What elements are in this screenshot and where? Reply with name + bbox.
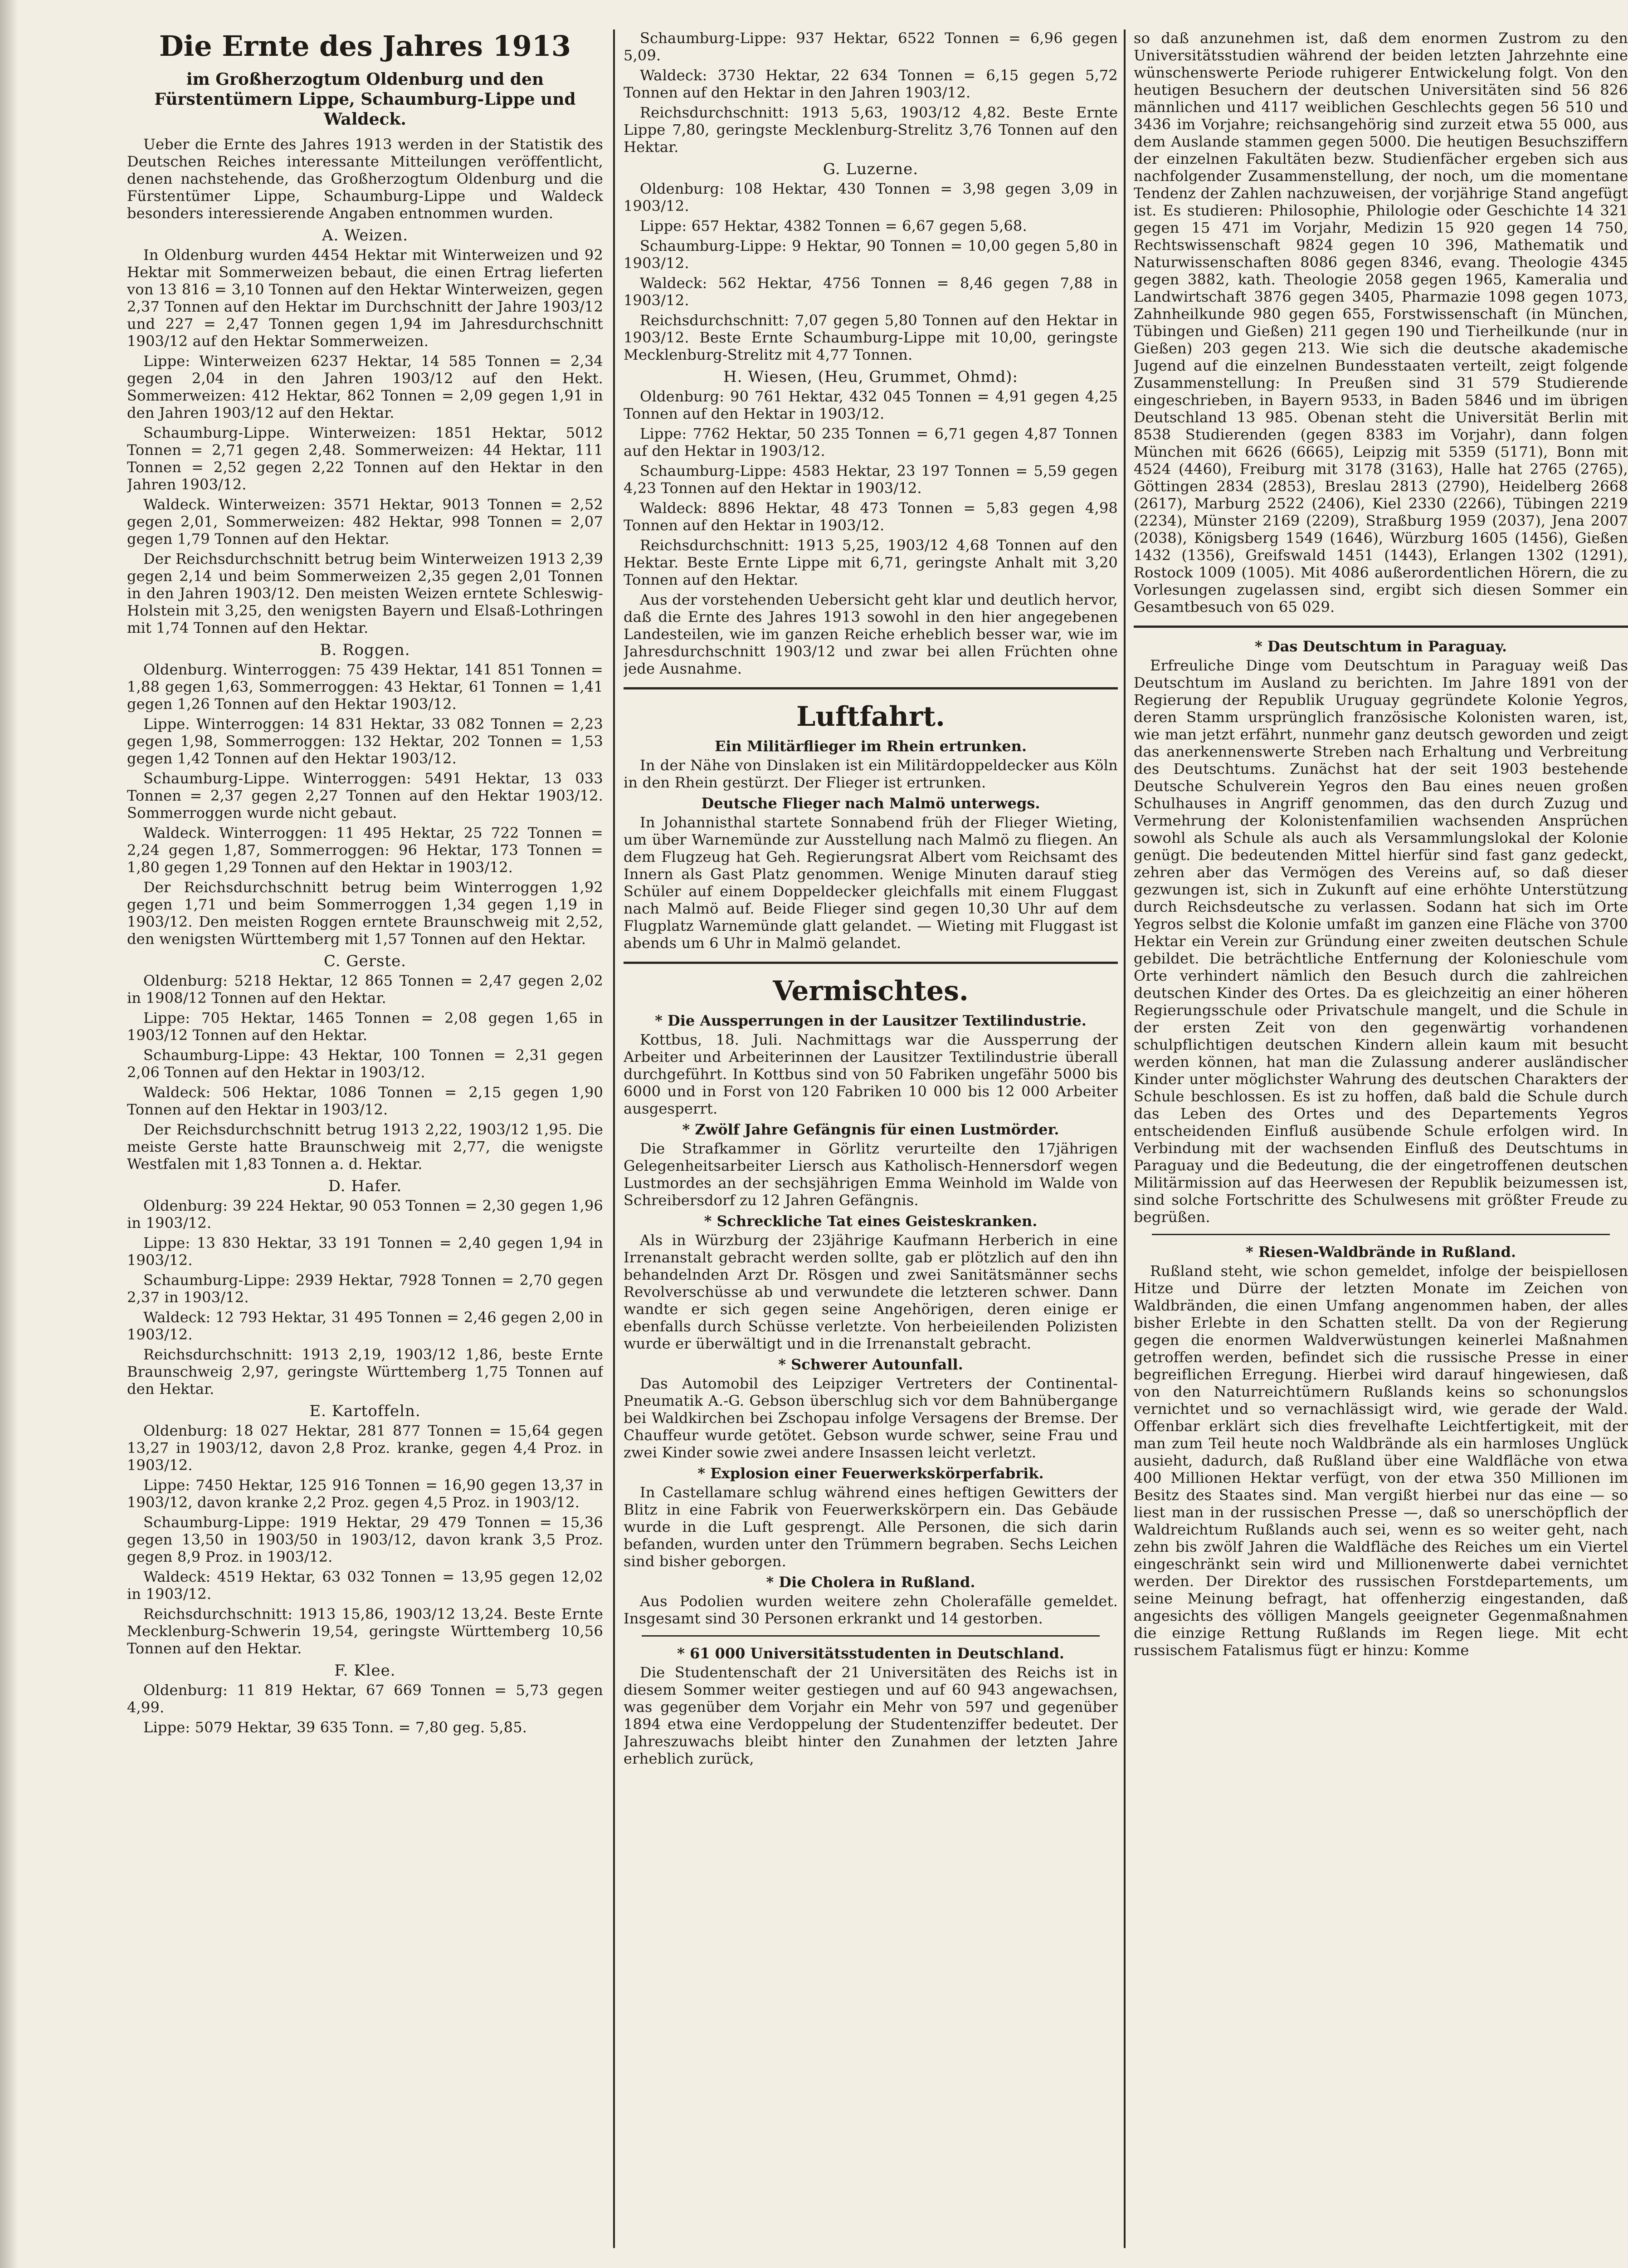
- paragraph: Waldeck: 12 793 Hektar, 31 495 Tonnen = 2,46 gegen 2,00 in 1903/12.: [127, 1309, 603, 1343]
- news-headline: * Die Cholera in Rußland.: [766, 1574, 975, 1591]
- paragraph: Waldeck: 4519 Hektar, 63 032 Tonnen = 13,95 gegen 12,02 in 1903/12.: [127, 1568, 603, 1603]
- paragraph: Als in Würzburg der 23jährige Kaufmann Herberich in eine Irrenanstalt gebracht werden sollte, gab er plötzlich auf den ihn behandelnden Arzt Dr. Rösgen und zwei Sanitätsmänner sechs Revolverschüsse ab und verwundete die letzteren schwer. Dann wandte er sich gegen seine Angehörigen, deren einige er ebenfalls durch Schüsse verletzte. Von herbeieilenden Polizisten wurde er überwältigt und in die Irrenanstalt gebracht.: [624, 1232, 1118, 1352]
- section-heading: E. Kartoffeln.: [309, 1402, 421, 1420]
- section-rule: [1134, 626, 1628, 628]
- paragraph: In Johannisthal startete Sonnabend früh der Flieger Wieting, um über Warnemünde zur Ausstellung nach Malmö zu fliegen. An dem Flugzeug hat Geh. Regierungsrat Albert vom Reichsamt des Innern als Gast Platz genommen. Wenige Minuten darauf stieg Schüler auf einem Doppeldecker gleichfalls mit einem Fluggast nach Malmö auf. Beide Flieger sind gegen 10,30 Uhr auf dem Flugplatz Warnemünde glatt gelandet. — Wieting mit Fluggast ist abends um 6 Uhr in Malmö gelandet.: [624, 814, 1118, 952]
- section-heading: D. Hafer.: [328, 1177, 402, 1195]
- section-rule: [624, 962, 1118, 964]
- paragraph: Reichsdurchschnitt: 1913 5,25, 1903/12 4,68 Tonnen auf den Hektar. Beste Ernte Lippe mit 6,71, geringste Anhalt mit 3,20 Tonnen auf den Hektar.: [624, 537, 1118, 588]
- paragraph: Oldenburg: 11 819 Hektar, 67 669 Tonnen = 5,73 gegen 4,99.: [127, 1681, 603, 1716]
- section-heading: H. Wiesen, (Heu, Grummet, Ohmd):: [723, 368, 1018, 386]
- paragraph: Reichsdurchschnitt: 1913 5,63, 1903/12 4,82. Beste Ernte Lippe 7,80, geringste Mecklenburg-Strelitz 3,76 Tonnen auf den Hektar.: [624, 104, 1118, 156]
- paragraph: Oldenburg: 39 224 Hektar, 90 053 Tonnen = 2,30 gegen 1,96 in 1903/12.: [127, 1197, 603, 1232]
- column-2: [624, 29, 1118, 2268]
- paragraph: Schaumburg-Lippe. Winterweizen: 1851 Hektar, 5012 Tonnen = 2,71 gegen 2,48. Sommerweizen: 44 Hektar, 111 Tonnen = 2,52 gegen 2,22 Tonnen auf den Hektar in den Jahren 1903/12.: [127, 424, 603, 493]
- article-subtitle: im Großherzogtum Oldenburg und den Fürstentümern Lippe, Schaumburg-Lippe und Waldeck.: [154, 70, 576, 129]
- section-heading: B. Roggen.: [320, 641, 410, 659]
- news-headline: * Schreckliche Tat eines Geisteskranken.: [704, 1212, 1038, 1230]
- column-3: [1134, 29, 1628, 2268]
- paragraph: Lippe: 705 Hektar, 1465 Tonnen = 2,08 gegen 1,65 in 1903/12 Tonnen auf den Hektar.: [127, 1009, 603, 1044]
- article-title: Die Ernte des Jahres 1913: [159, 29, 571, 63]
- paragraph: Der Reichsdurchschnitt betrug 1913 2,22, 1903/12 1,95. Die meiste Gerste hatte Braunschweig mit 2,77, die wenigste Westfalen mit 1,83 Tonnen a. d. Hektar.: [127, 1121, 603, 1173]
- paragraph: Waldeck: 3730 Hektar, 22 634 Tonnen = 6,15 gegen 5,72 Tonnen auf den Hektar in den Jahren 1903/12.: [624, 67, 1118, 101]
- paragraph: Der Reichsdurchschnitt betrug beim Winterroggen 1,92 gegen 1,71 und beim Sommerroggen 1,34 gegen 1,19 in 1903/12. Den meisten Roggen erntete Braunschweig mit 2,52, den wenigsten Württemberg mit 1,57 Tonnen auf den Hektar.: [127, 879, 603, 948]
- paragraph: Oldenburg: 90 761 Hektar, 432 045 Tonnen = 4,91 gegen 4,25 Tonnen auf den Hektar in 1903/12.: [624, 388, 1118, 422]
- paragraph: Erfreuliche Dinge vom Deutschtum in Paraguay weiß Das Deutschtum im Ausland zu berichten. Im Jahre 1891 von der Regierung der Republik Uruguay gegründete Kolonie Yegros, deren Stamm ursprünglich französische Kolonisten waren, ist, wie man jetzt erfährt, nunmehr ganz deutsch geworden und zeigt das anerkennenswerte Streben nach Erhaltung und Verbreitung des Deutschtums. Zunächst hat der seit 1903 bestehende Deutsche Schulverein Yegros den Bau eines neuen großen Schulhauses in Angriff genommen, das den durch Zuzug und Vermehrung der Kolonistenfamilien wachsenden Ansprüchen sowohl als Schule als auch als Versammlungslokal der Kolonie genügt. Die bedeutenden Mittel hierfür sind fast ganz gedeckt, zehren aber das Vermögen des Vereins auf, so daß dieser gezwungen ist, sich in Zukunft auf eine erhöhte Unterstützung durch Reichsdeutsche zu verlassen. Sodann hat sich im Orte Yegros selbst die Kolonie umfaßt im ganzen eine Fläche von 3700 Hektar ein Verein zur Gründung einer zweiten deutschen Schule gebildet. Die beträchtliche Entfernung der Kolonieschule vom Orte verhindert nämlich den Besuch durch die zahlreichen deutschen Kinder des Ortes. Da es gleichzeitig an einer höheren Regierungsschule oder Privatschule mangelt, und die Schule in der ersten Zeit von den gegenwärtig vorhandenen schulpflichtigen deutschen Kindern allein kaum mit besucht werden können, hat man die Zulassung anderer ausländischer Kinder unter möglichster Wahrung des deutschen Charakters der Schule beschlossen. Es ist zu hoffen, daß bald die Schule durch das Leben des Ortes und des Departements Yegros entscheidenden Einfluß ausübende Schule erfolgen wird. In Verbindung mit der wachsenden Einfluß des Deutschtums in Paraguay und die Bedeutung, die der eingetroffenen deutschen Militärmission auf das Heerwesen der Republik beizumessen ist, sind solche Fortschritte des Schulwesens mit größter Freude zu begrüßen.: [1134, 657, 1628, 1226]
- paragraph: Reichsdurchschnitt: 1913 15,86, 1903/12 13,24. Beste Ernte Mecklenburg-Schwerin 19,54, geringste Württemberg 10,56 Tonnen auf den Hektar.: [127, 1605, 603, 1657]
- news-headline: * 61 000 Universitätsstudenten in Deutschland.: [677, 1645, 1064, 1662]
- news-headline: * Riesen-Waldbrände in Rußland.: [1245, 1243, 1516, 1261]
- news-headline: * Das Deutschtum in Paraguay.: [1254, 638, 1507, 655]
- page-edge-shadow: [0, 0, 18, 2268]
- paragraph: In Castellamare schlug während eines heftigen Gewitters der Blitz in eine Fabrik von Feuerwerkskörpern ein. Das Gebäude wurde in die Luft gesprengt. Alle Personen, die sich darin befanden, wurden unter den Trümmern begraben. Sechs Leichen sind bisher geborgen.: [624, 1484, 1118, 1570]
- column-rule-2: [1124, 29, 1126, 2248]
- paragraph: Die Strafkammer in Görlitz verurteilte den 17jährigen Gelegenheitsarbeiter Liersch aus Katholisch-Hennersdorf wegen Lustmordes an der sechsjährigen Emma Weinhold im Walde von Schreibersdorf zu 12 Jahren Gefängnis.: [624, 1140, 1118, 1209]
- section-heading: F. Klee.: [334, 1662, 396, 1680]
- paragraph: Oldenburg. Winterroggen: 75 439 Hektar, 141 851 Tonnen = 1,88 gegen 1,63, Sommerroggen: 43 Hektar, 61 Tonnen = 1,41 gegen 1,26 Tonnen auf den Hektar 1903/12.: [127, 661, 603, 713]
- paragraph: Schaumburg-Lippe: 1919 Hektar, 29 479 Tonnen = 15,36 gegen 13,50 in 1903/50 in 1903/12, davon krank 3,5 Proz. gegen 8,9 Proz. in 1903/12.: [127, 1514, 603, 1565]
- paragraph: Aus Podolien wurden weitere zehn Cholerafälle gemeldet. Insgesamt sind 30 Personen erkrankt und 14 gestorben.: [624, 1593, 1118, 1627]
- paragraph: Schaumburg-Lippe: 4583 Hektar, 23 197 Tonnen = 5,59 gegen 4,23 Tonnen auf den Hektar in 1903/12.: [624, 462, 1118, 497]
- paragraph: Kottbus, 18. Juli. Nachmittags war die Aussperrung der Arbeiter und Arbeiterinnen der Lausitzer Textilindustrie überall durchgeführt. In Kottbus sind von 50 Fabriken ungefähr 5000 bis 6000 und in Forst von 120 Fabriken 10 000 bis 12 000 Arbeiter ausgesperrt.: [624, 1031, 1118, 1117]
- paragraph: Die Studentenschaft der 21 Universitäten des Reichs ist in diesem Sommer weiter gestiegen und auf 60 943 angewachsen, was gegenüber dem Vorjahr ein Mehr von 597 und gegenüber 1894 etwa eine Verdoppelung der Studentenziffer bedeutet. Der Jahreszuwachs bleibt hinter den Zunahmen der letzten Jahre erheblich zurück,: [624, 1664, 1118, 1767]
- paragraph: Der Reichsdurchschnitt betrug beim Winterweizen 1913 2,39 gegen 2,14 und beim Sommerweizen 2,35 gegen 2,01 Tonnen in den Jahren 1903/12. Den meisten Weizen erntete Schleswig-Holstein mit 3,25, den wenigsten Bayern und Elsaß-Lothringen mit 1,74 Tonnen auf den Hektar.: [127, 550, 603, 636]
- news-headline: * Explosion einer Feuerwerkskörperfabrik.: [697, 1465, 1044, 1482]
- paragraph: Waldeck: 506 Hektar, 1086 Tonnen = 2,15 gegen 1,90 Tonnen auf den Hektar in 1903/12.: [127, 1084, 603, 1118]
- paragraph: In Oldenburg wurden 4454 Hektar mit Winterweizen und 92 Hektar mit Sommerweizen bebaut, die einen Ertrag lieferten von 13 816 = 3,10 Tonnen auf den Hektar Winterweizen, gegen 2,37 Tonnen auf den Hektar im Durchschnitt der Jahre 1903/12 und 227 = 2,47 Tonnen gegen 1,94 im Jahresdurchschnitt 1903/12 auf den Hektar Sommerweizen.: [127, 246, 603, 350]
- paragraph: Lippe: Winterweizen 6237 Hektar, 14 585 Tonnen = 2,34 gegen 2,04 in den Jahren 1903/12 auf den Hekt. Sommerweizen: 412 Hektar, 862 Tonnen = 2,09 gegen 1,91 in den Jahren 1903/12 auf den Hektar.: [127, 352, 603, 421]
- paragraph: Lippe: 5079 Hektar, 39 635 Tonn. = 7,80 geg. 5,85.: [143, 1719, 527, 1736]
- paragraph: Waldeck. Winterweizen: 3571 Hektar, 9013 Tonnen = 2,52 gegen 2,01, Sommerweizen: 482 Hektar, 998 Tonnen = 2,07 gegen 1,79 Tonnen auf den Hektar.: [127, 496, 603, 547]
- paragraph: Lippe: 13 830 Hektar, 33 191 Tonnen = 2,40 gegen 1,94 in 1903/12.: [127, 1234, 603, 1269]
- paragraph: Reichsdurchschnitt: 1913 2,19, 1903/12 1,86, beste Ernte Braunschweig 2,97, geringste Württemberg 1,75 Tonnen auf den Hektar.: [127, 1346, 603, 1398]
- paragraph: Lippe: 7450 Hektar, 125 916 Tonnen = 16,90 gegen 13,37 in 1903/12, davon kranke 2,2 Proz. gegen 4,5 Proz. in 1903/12.: [127, 1476, 603, 1511]
- paragraph: Aus der vorstehenden Uebersicht geht klar und deutlich hervor, daß die Ernte des Jahres 1913 sowohl in den hier angegebenen Landesteilen, wie im ganzen Reiche erheblich besser war, wie im Jahresdurchschnitt 1903/12 und zwar bei allen Früchten ohne jede Ausnahme.: [624, 591, 1118, 677]
- section-heading: A. Weizen.: [322, 226, 409, 244]
- paragraph: Waldeck: 8896 Hektar, 48 473 Tonnen = 5,83 gegen 4,98 Tonnen auf den Hektar in 1903/12.: [624, 499, 1118, 534]
- rubric-heading: Luftfahrt.: [796, 701, 945, 733]
- item-rule: [642, 1635, 1100, 1637]
- news-headline: Deutsche Flieger nach Malmö unterwegs.: [701, 795, 1040, 812]
- news-headline: * Die Aussperrungen in der Lausitzer Textilindustrie.: [655, 1012, 1087, 1029]
- paragraph: Lippe. Winterroggen: 14 831 Hektar, 33 082 Tonnen = 2,23 gegen 1,98, Sommerroggen: 132 Hektar, 202 Tonnen = 1,53 gegen 1,42 Tonnen auf den Hektar 1903/12.: [127, 715, 603, 767]
- section-rule: [624, 687, 1118, 689]
- news-headline: * Zwölf Jahre Gefängnis für einen Lustmörder.: [682, 1121, 1059, 1138]
- paragraph: Lippe: 7762 Hektar, 50 235 Tonnen = 6,71 gegen 4,87 Tonnen auf den Hektar in 1903/12.: [624, 425, 1118, 459]
- paragraph: Lippe: 657 Hektar, 4382 Tonnen = 6,67 gegen 5,68.: [640, 217, 1027, 235]
- paragraph: In der Nähe von Dinslaken ist ein Militärdoppeldecker aus Köln in den Rhein gestürzt. Der Flieger ist ertrunken.: [624, 757, 1118, 791]
- paragraph: Oldenburg: 18 027 Hektar, 281 877 Tonnen = 15,64 gegen 13,27 in 1903/12, davon 2,8 Proz. kranke, gegen 4,4 Proz. in 1903/12.: [127, 1422, 603, 1474]
- rubric-heading: Vermischtes.: [773, 975, 969, 1007]
- paragraph: Ueber die Ernte des Jahres 1913 werden in der Statistik des Deutschen Reiches interessante Mitteilungen veröffentlicht, denen nachstehende, das Großherzogtum Oldenburg und die Fürstentümer Lippe, Schaumburg-Lippe und Waldeck besonders interessierende Angaben entnommen wurden.: [127, 136, 603, 222]
- paragraph: Schaumburg-Lippe: 9 Hektar, 90 Tonnen = 10,00 gegen 5,80 in 1903/12.: [624, 237, 1118, 272]
- paragraph: Waldeck: 562 Hektar, 4756 Tonnen = 8,46 gegen 7,88 in 1903/12.: [624, 274, 1118, 309]
- column-rule-1: [613, 29, 615, 2248]
- paragraph: Reichsdurchschnitt: 7,07 gegen 5,80 Tonnen auf den Hektar in 1903/12. Beste Ernte Schaumburg-Lippe mit 10,00, geringste Mecklenburg-Strelitz mit 4,77 Tonnen.: [624, 312, 1118, 363]
- column-1: [127, 29, 603, 2268]
- paragraph: Waldeck. Winterroggen: 11 495 Hektar, 25 722 Tonnen = 2,24 gegen 1,87, Sommerroggen: 96 Hektar, 173 Tonnen = 1,80 gegen 1,29 Tonnen auf den Hektar in 1903/12.: [127, 824, 603, 876]
- paragraph: so daß anzunehmen ist, daß dem enormen Zustrom zu den Universitätsstudien während der beiden letzten Jahrzehnte eine wünschenswerte Periode ruhigerer Entwickelung folgt. Von den heutigen Besuchern der deutschen Universitäten sind 56 826 männlichen und 4117 weiblichen Geschlechts gegen 56 510 und 3436 im Vorjahre; reichsangehörig sind zurzeit etwa 55 000, aus dem Auslande stammen gegen 5000. Die heutigen Besuchsziffern der einzelnen Fakultäten bezw. Studienfächer ergeben sich aus nachfolgender Zusammenstellung, der noch, um die momentane Tendenz der Zahlen nachzuweisen, der vorjährige Stand angefügt ist. Es studieren: Philosophie, Philologie oder Geschichte 14 321 gegen 15 471 im Vorjahr, Medizin 15 920 gegen 14 750, Rechtswissenschaft 9824 gegen 10 396, Mathematik und Naturwissenschaften 8086 gegen 8346, evang. Theologie 4345 gegen 3882, kath. Theologie 2058 gegen 1965, Kameralia und Landwirtschaft 3876 gegen 3405, Pharmazie 1098 gegen 1073, Zahnheilkunde 980 gegen 655, Forstwissenschaft (in München, Tübingen und Gießen) 211 gegen 190 und Tierheilkunde (nur in Gießen) 203 gegen 213. Wie sich die deutsche akademische Jugend auf die einzelnen Bundesstaaten verteilt, zeigt folgende Zusammenstellung: In Preußen sind 31 579 Studierende eingeschrieben, in Bayern 9533, in Baden 5846 und im übrigen Deutschland 13 985. Obenan steht die Universität Berlin mit 8538 Studierenden (gegen 8383 im Vorjahr), dann folgen München mit 6626 (6665), Leipzig mit 5359 (5171), Bonn mit 4524 (4460), Freiburg mit 3178 (3163), Halle hat 2765 (2765), Göttingen 2834 (2853), Breslau 2813 (2790), Heidelberg 2668 (2617), Marburg 2522 (2406), Kiel 2330 (2266), Tübingen 2219 (2234), Münster 2169 (2209), Straßburg 1959 (2037), Jena 2007 (2038), Königsberg 1549 (1646), Würzburg 1605 (1456), Gießen 1432 (1356), Greifswald 1451 (1443), Erlangen 1302 (1291), Rostock 1009 (1005). Mit 4086 außerordentlichen Hörern, die zu Vorlesungen zugelassen sind, ergibt sich diesen Sommer ein Gesamtbesuch von 65 029.: [1134, 29, 1628, 616]
- news-headline: Ein Militärflieger im Rhein ertrunken.: [715, 738, 1027, 755]
- paragraph: Schaumburg-Lippe. Winterroggen: 5491 Hektar, 13 033 Tonnen = 2,37 gegen 2,27 Tonnen auf den Hektar 1903/12. Sommerroggen wurde nicht gebaut.: [127, 770, 603, 821]
- paragraph: Das Automobil des Leipziger Vertreters der Continental-Pneumatik A.-G. Gebson überschlug sich vor dem Bahnübergange bei Waldkirchen bei Zschopau infolge Versagens der Bremse. Der Chauffeur wurde getötet. Gebson wurde schwer, seine Frau und zwei Kinder sowie zwei andere Insassen leicht verletzt.: [624, 1375, 1118, 1461]
- paragraph: Schaumburg-Lippe: 937 Hektar, 6522 Tonnen = 6,96 gegen 5,09.: [624, 29, 1118, 64]
- section-heading: C. Gerste.: [324, 952, 406, 970]
- paragraph: Oldenburg: 108 Hektar, 430 Tonnen = 3,98 gegen 3,09 in 1903/12.: [624, 180, 1118, 215]
- paragraph: Oldenburg: 5218 Hektar, 12 865 Tonnen = 2,47 gegen 2,02 in 1908/12 Tonnen auf den Hektar.: [127, 972, 603, 1007]
- news-headline: * Schwerer Autounfall.: [778, 1356, 963, 1373]
- paragraph: Rußland steht, wie schon gemeldet, infolge der beispiellosen Hitze und Dürre der letzten Monate im Zeichen von Waldbränden, die einen Umfang angenommen haben, der alles bisher Erlebte in den Schatten stellt. Da von der Regierung gegen die enormen Waldverwüstungen keinerlei Maßnahmen getroffen werden, befindet sich die russische Presse in einer begreiflichen Erregung. Hierbei wird darauf hingewiesen, daß von den Naturreichtümern Rußlands keins so schonungslos vernichtet und so vernachlässigt wird, wie gerade der Wald. Offenbar erklärt sich dies frevelhafte Leichtfertigkeit, mit der man zum Teil heute noch Waldbrände als ein harmloses Unglück ausieht, dadurch, daß Rußland über eine Waldfläche von etwa 400 Millionen Hektar verfügt, von der etwa 350 Millionen im Besitz des Staates sind. Man vergißt hierbei nur das eine — so liest man in der russischen Presse —, daß so unerschöpflich der Waldreichtum Rußlands auch sei, wenn es so weiter geht, nach zehn bis zwölf Jahren die Waldfläche des Reiches um ein Viertel eingeschränkt sein wird und Millionenwerte dabei vernichtet werden. Der Direktor des russischen Forstdepartements, um seine Meinung befragt, hat offenherzig eingestanden, daß angesichts des völligen Mangels geeigneter Gegenmaßnahmen die einzige Rettung Rußlands im Regen liege. Mit echt russischem Fatalismus fügt er hinzu: Komme: [1134, 1262, 1628, 1659]
- paragraph: Schaumburg-Lippe: 2939 Hektar, 7928 Tonnen = 2,70 gegen 2,37 in 1903/12.: [127, 1271, 603, 1306]
- item-rule: [1152, 1234, 1610, 1235]
- section-heading: G. Luzerne.: [823, 160, 919, 178]
- paragraph: Schaumburg-Lippe: 43 Hektar, 100 Tonnen = 2,31 gegen 2,06 Tonnen auf den Hektar in 1903/12.: [127, 1046, 603, 1081]
